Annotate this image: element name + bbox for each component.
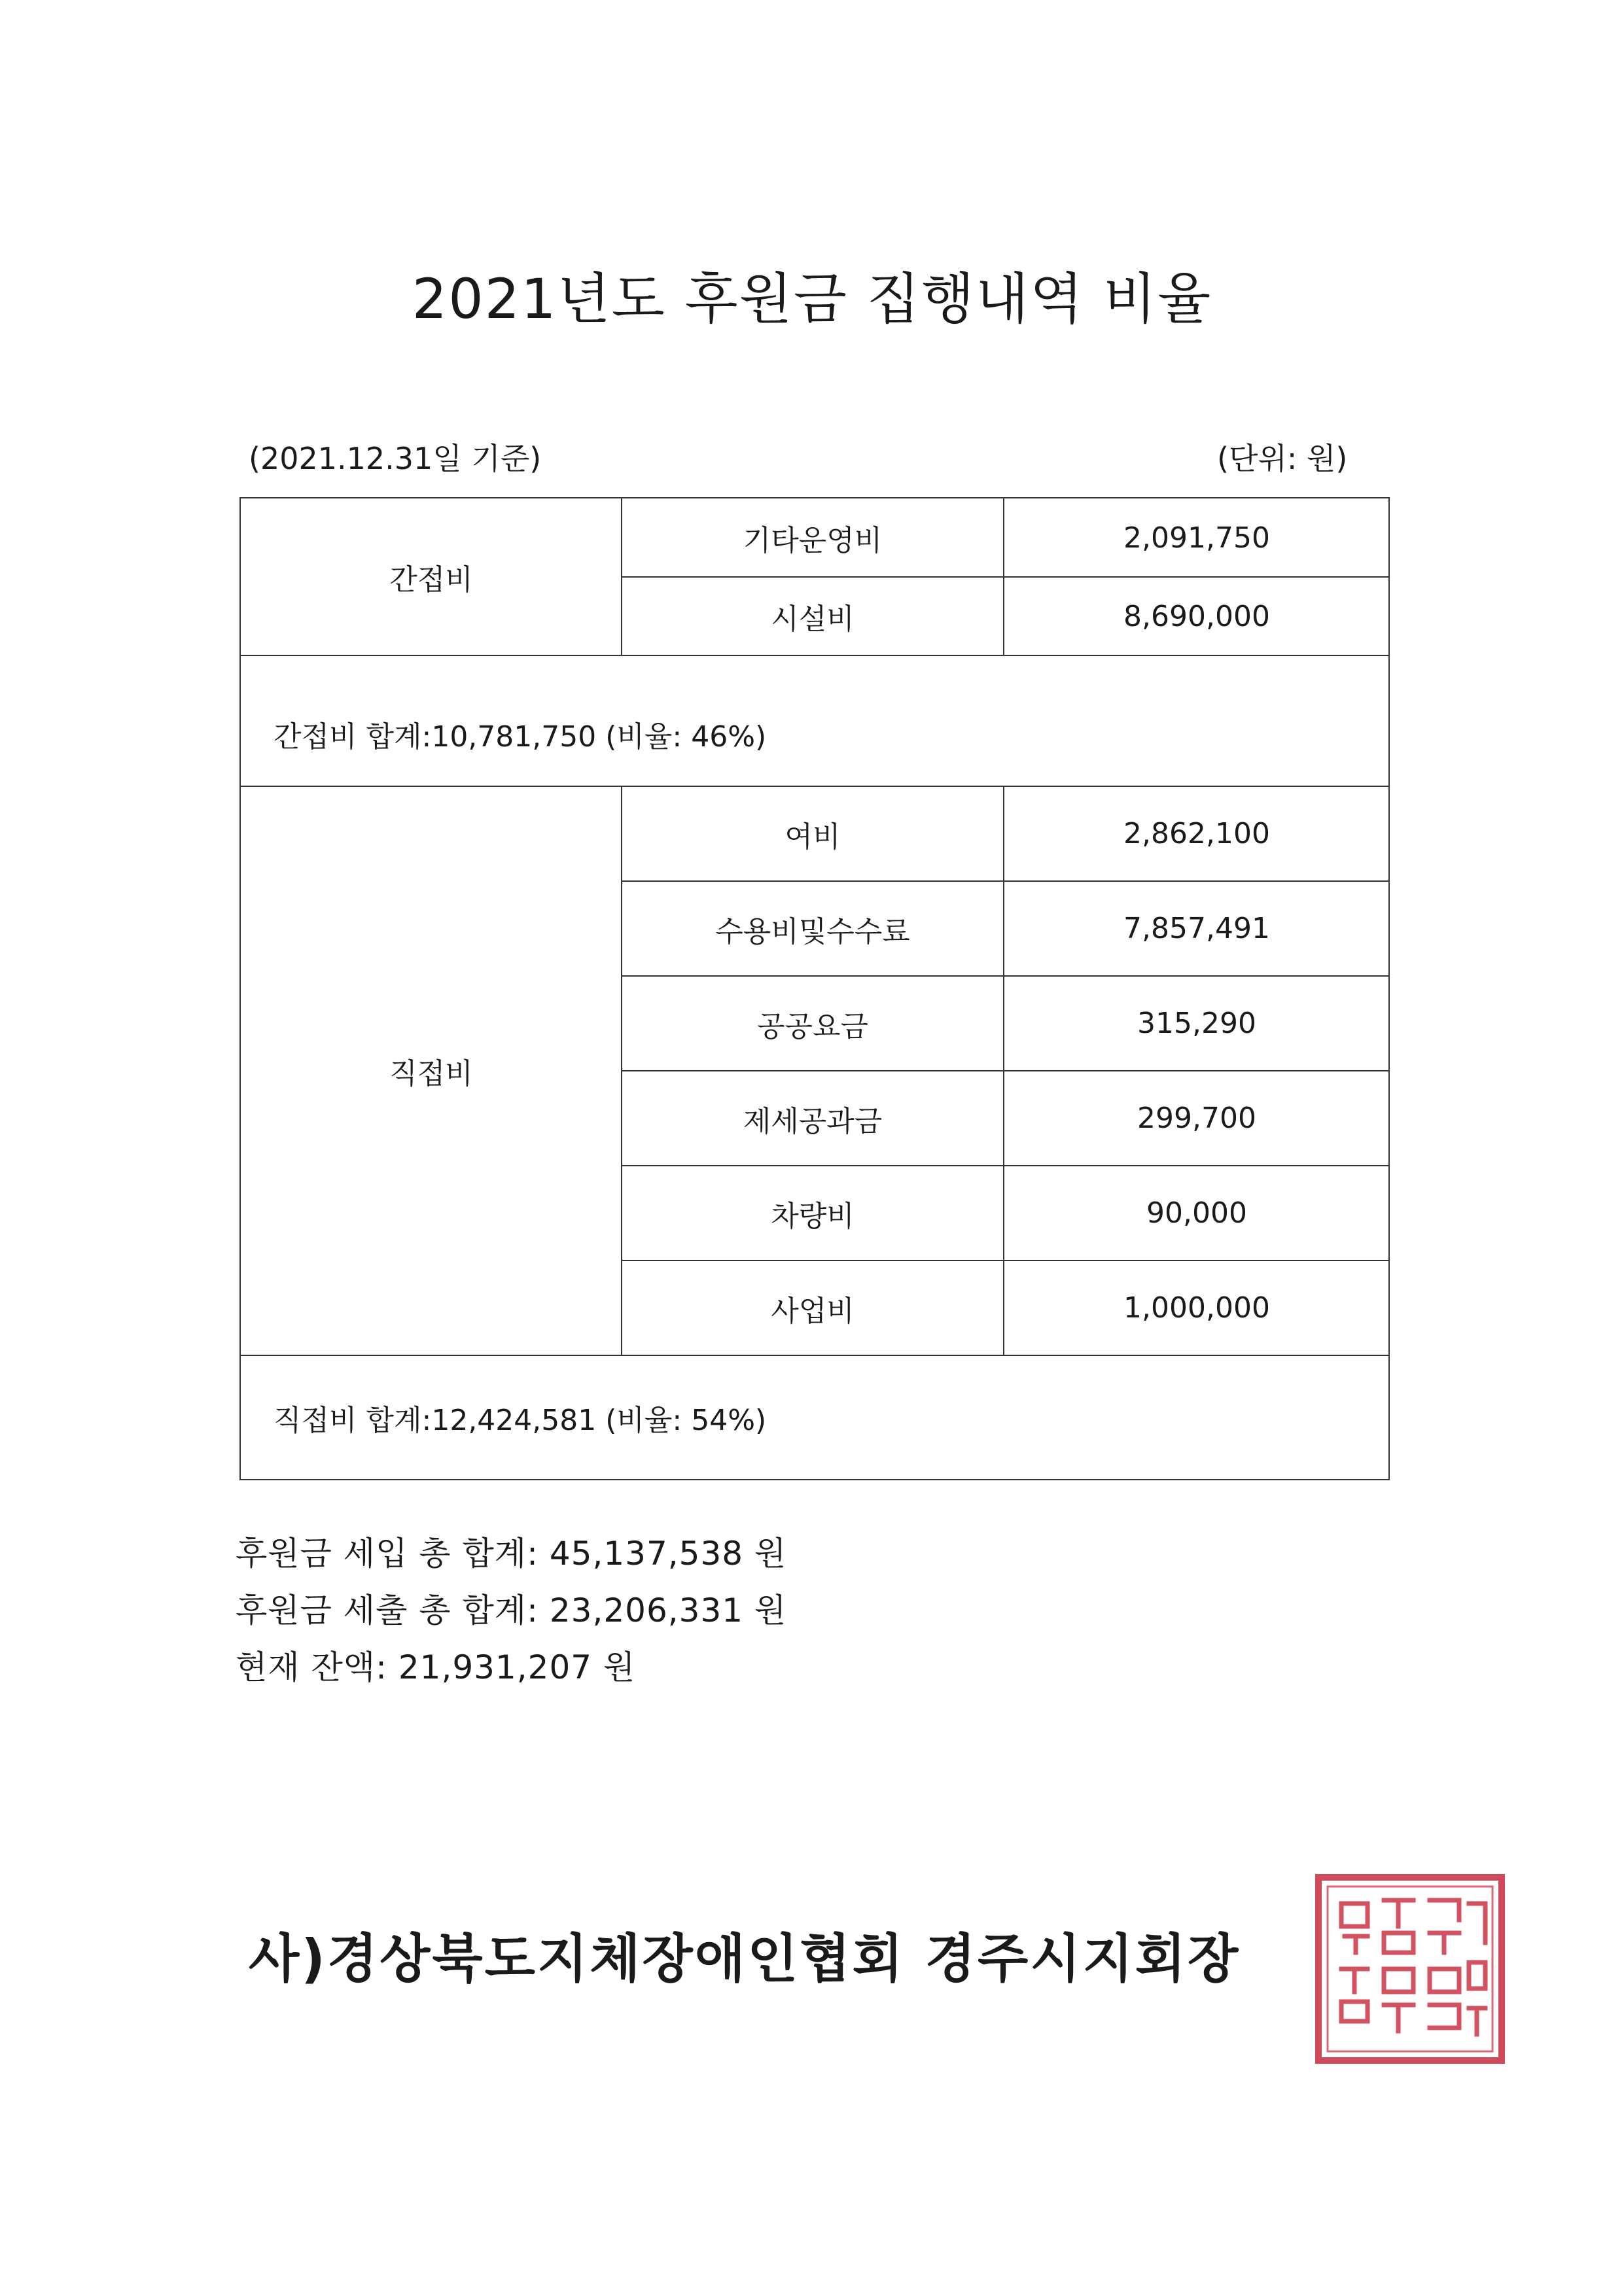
direct-item-name: 차량비 <box>771 1199 855 1233</box>
income-total: 후원금 세입 총 합계: 45,137,538 원 <box>236 1535 787 1573</box>
organization-signature: 사)경상북도지체장애인협회 경주시지회장 <box>249 1928 1241 1989</box>
table-divider <box>622 880 1390 882</box>
indirect-item-amount: 8,690,000 <box>1123 599 1270 633</box>
unit-label: (단위: 원) <box>1217 441 1348 476</box>
table-divider <box>622 1260 1390 1261</box>
official-seal-stamp <box>1312 1871 1508 2067</box>
direct-item-amount: 90,000 <box>1146 1196 1247 1230</box>
indirect-item-amount: 2,091,750 <box>1123 521 1270 555</box>
indirect-total: 간접비 합계:10,781,750 (비율: 46%) <box>274 720 767 754</box>
table-divider <box>622 1165 1390 1166</box>
direct-total: 직접비 합계:12,424,581 (비율: 54%) <box>274 1404 767 1437</box>
direct-item-amount: 7,857,491 <box>1123 912 1270 945</box>
direct-item-name: 여비 <box>785 820 841 854</box>
document-title: 2021년도 후원금 집행내역 비율 <box>412 267 1212 331</box>
direct-item-name: 사업비 <box>771 1294 855 1328</box>
direct-item-amount: 1,000,000 <box>1123 1291 1270 1325</box>
indirect-item-name: 기타운영비 <box>743 524 883 557</box>
direct-category-label: 직접비 <box>389 1057 473 1090</box>
table-divider <box>241 1355 1390 1356</box>
table-divider <box>622 576 1390 578</box>
indirect-item-name: 시설비 <box>771 602 855 636</box>
direct-item-name: 수용비및수수료 <box>715 914 910 948</box>
table-divider <box>622 975 1390 977</box>
expense-table <box>239 497 1390 1480</box>
table-divider <box>622 1070 1390 1071</box>
current-balance: 현재 잔액: 21,931,207 원 <box>236 1648 636 1686</box>
direct-item-name: 공공요금 <box>756 1009 868 1043</box>
expense-total: 후원금 세출 총 합계: 23,206,331 원 <box>236 1592 787 1629</box>
direct-item-name: 제세공과금 <box>743 1104 883 1138</box>
direct-item-amount: 299,700 <box>1137 1102 1256 1135</box>
table-divider <box>241 655 1390 656</box>
basis-date: (2021.12.31일 기준) <box>249 441 542 476</box>
direct-item-amount: 2,862,100 <box>1123 817 1270 850</box>
indirect-category-label: 간접비 <box>389 563 473 597</box>
table-divider <box>241 786 1390 787</box>
direct-item-amount: 315,290 <box>1137 1007 1256 1040</box>
